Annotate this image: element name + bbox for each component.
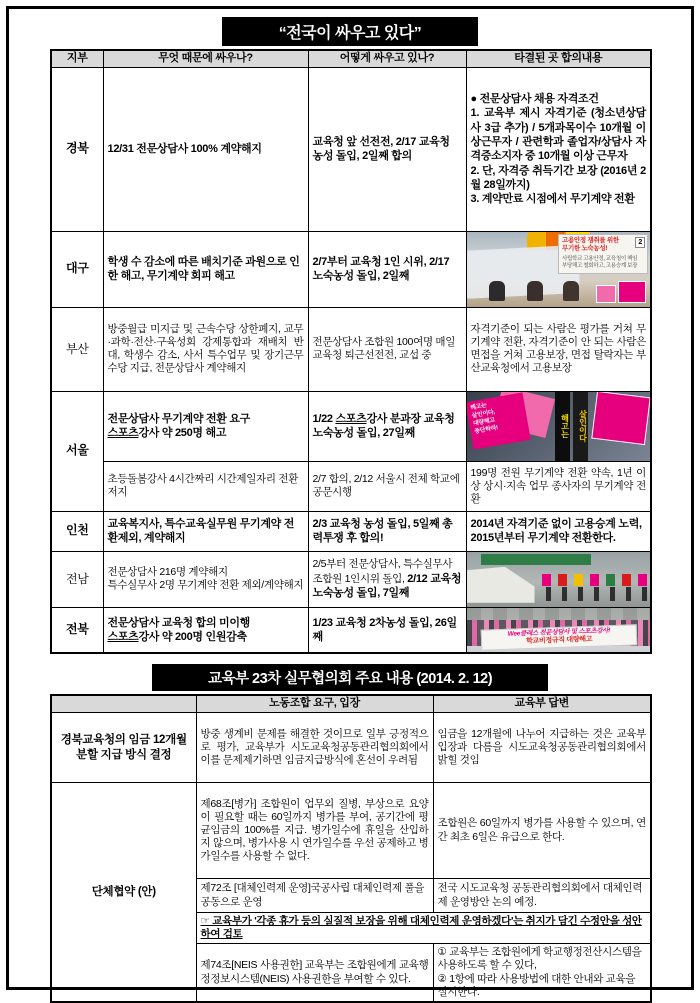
agreement-line: ● 전문상담사 채용 자격조건 [470, 93, 599, 106]
person-figure [562, 587, 567, 601]
how-normal: 2/5부터 전문상담사, 특수실무사 조합원 1인시위 돌입, [312, 558, 453, 585]
trees-backdrop [467, 608, 651, 620]
person-figure [610, 587, 615, 601]
table-row-daegu [51, 231, 651, 307]
black-vertical-banner: 살인이다 [573, 392, 588, 461]
person-figure [642, 587, 647, 601]
banner-text-line: Wee클래스 전문상담사 및 스포츠강사! [507, 627, 611, 639]
cell-moe-art74 [433, 944, 651, 1002]
underlined-word: 스포츠 [335, 412, 367, 425]
region-label-busan: 부산 [51, 307, 103, 391]
green-banner [481, 554, 591, 565]
pink-picket-sign [467, 392, 531, 449]
sign-text-line: 중단하라! [473, 425, 498, 436]
table-row-busan [51, 307, 651, 391]
cell-moe-art68: 조합원은 60일까지 병가를 사용할 수 있으며, 연간 최초 6일은 유급으로 한다. [433, 783, 651, 879]
cell-why-incheon: 교육복지사, 특수교육실무원 무기계약 전환제외, 계약해지 [103, 511, 308, 551]
col-header-how: 어떻게 싸우고 있나? [308, 50, 466, 67]
cell-agreement-busan: 자격기준이 되는 사람은 평가를 거쳐 무기계약 전환, 자격기준이 안 되는 사람은 면접을 거쳐 고용보장, 면접 탈락자는 부산교육청에서 고용보장 [466, 307, 651, 391]
moe-table-header-row [51, 695, 651, 712]
cell-union-wage: 방중 생계비 문제를 해결한 것이므로 일부 긍정적으로 평가, 교육부가 시도교육청공동관리협의회에서 이를 문제제기하면 임금지급방식에 혼선이 우려됨 [196, 713, 433, 783]
sign-text-line: 무기한 노숙농성! [562, 245, 608, 253]
protest-sign-daegu [558, 234, 648, 274]
table-row-seoul-1 [51, 391, 651, 461]
region-label-jeonbuk: 전북 [51, 607, 103, 653]
topic-wage-split: 경북교육청의 임금 12개월 분할 지급 방식 결정 [51, 713, 196, 783]
region-label-jeonnam: 전남 [51, 551, 103, 607]
sign-number-badge: 2 [635, 237, 645, 248]
page-title: “전국이 싸우고 있다” [222, 17, 478, 46]
table-row-jeonbuk [51, 607, 651, 653]
cell-union-art68: 제68조[병가] 조합원이 업무외 질병, 부상으로 요양이 필요할 때는 60일까지 병가를 부여, 공기간에 평균임금의 100%를 지급. 병가일수에 휴일을 산입하지 않으며, 병가사용 시 연가일수를 우선 공제하고 병가일수를 사용할 수 없다. [196, 783, 433, 879]
struggle-table [50, 49, 652, 654]
photo-jeonbuk-rally [467, 608, 651, 653]
person-figure [546, 587, 551, 601]
region-label-seoul: 서울 [51, 391, 103, 511]
cell-photo-jeonnam [466, 551, 651, 607]
why-line-rest: 강사 약 250명 해고 [138, 427, 227, 440]
region-label-gyeongbuk: 경북 [51, 67, 103, 231]
cell-how-incheon: 2/3 교육청 농성 돌입, 5일째 총력투쟁 후 합의! [308, 511, 466, 551]
col-header-region: 지부 [51, 50, 103, 67]
cell-review-note: ☞ 교육부가 '각종 휴가 등의 실질적 보장을 위해 대체인력제 운영하겠다'는 취지가 담긴 수정안을 성안하여 검토 [196, 913, 651, 944]
picket-sign [590, 574, 599, 586]
topic-collective-agreement: 단체협약 (안) [51, 783, 196, 1002]
pink-placard [618, 281, 646, 303]
banner-text-line: 학교비정규직 대량해고 [526, 636, 593, 646]
picket-sign [574, 574, 583, 586]
col-header-topic [51, 695, 196, 712]
picket-sign [558, 574, 567, 586]
cell-why-jeonbuk [103, 607, 308, 653]
why-line [108, 426, 304, 440]
photo-jeonnam-picket-line [467, 552, 651, 607]
row-article-68 [51, 783, 651, 879]
section-title-moe-meeting: 교육부 23차 실무협의회 주요 내용 (2014. 2. 12) [152, 664, 548, 691]
sign-subtext-line: 부당해고 철회하고, 고용승계 보장 [562, 263, 638, 270]
cell-union-art74: 제74조[NEIS 사용권한] 교육부는 조합원에게 교육행정정보시스템(NEIS) 사용권한을 부여할 수 있다. [196, 944, 433, 1002]
table-row-jeonnam [51, 551, 651, 607]
cell-how-jeonbuk: 1/23 교육청 2차농성 돌입, 26일째 [308, 607, 466, 653]
col-header-agreement: 타결된 곳 합의내용 [466, 50, 651, 67]
how-rest: 강사 분과장 교육청 노숙농성 돌입, 27일째 [312, 412, 455, 440]
rally-banner [481, 625, 638, 651]
sign-text-line: 해고는 [469, 402, 487, 412]
picket-sign [622, 574, 631, 586]
picket-sign [542, 574, 551, 586]
col-header-union-position: 노동조합 요구, 입장 [196, 695, 433, 712]
cell-how-gyeongbuk: 교육청 앞 선전전, 2/17 교육청 농성 돌입, 2일째 합의 [308, 67, 466, 231]
cell-why-jeonnam [103, 551, 308, 607]
photo-daegu-tent-sitin [467, 232, 651, 307]
cell-photo-seoul [466, 391, 651, 461]
region-label-incheon: 인천 [51, 511, 103, 551]
cell-why-daegu: 학생 수 감소에 따른 배치기준 과원으로 인한 해고, 무기계약 회피 해고 [103, 231, 308, 307]
table-row-seoul-2 [51, 461, 651, 511]
underlined-word: 스포츠 [107, 631, 139, 643]
cell-moe-wage: 임금을 12개월에 나누어 지급하는 것은 교육부 입장과 다름을 시도교육청공동관리협의회에서 밝힐 것임 [433, 713, 651, 783]
person-figure [489, 281, 505, 301]
how-bold: 2/12 교육청 노숙농성 돌입, 7일째 [312, 572, 462, 599]
cell-how-jeonnam [308, 551, 466, 607]
person-figure [594, 587, 599, 601]
picket-sign [638, 574, 647, 586]
person-figure [578, 587, 583, 601]
sign-subtext [562, 256, 644, 271]
struggle-table-header-row [51, 50, 651, 67]
cell-how-busan: 전문상담사 조합원 100여명 매일 교육청 퇴근선전전, 교섭 중 [308, 307, 466, 391]
cell-why-seoul-1 [103, 391, 308, 461]
tent-graphic [467, 567, 535, 603]
col-header-moe-answer: 교육부 답변 [433, 695, 651, 712]
people-row [546, 587, 647, 601]
why-line: 전문상담사 교육청 합의 미이행 [107, 616, 251, 629]
agreement-line: 3. 계약만료 시점에서 무기계약 전환 [470, 193, 635, 206]
agreement-line: 2. 단, 자격증 취득기간 보장 (2016년 2월 28일까지) [470, 164, 646, 191]
cell-why-gyeongbuk: 12/31 전문상담사 100% 계약해지 [103, 67, 308, 231]
agreement-line: 1. 교육부 제시 자격기준 (청소년상담사 3급 추가) / 5개과목이수 10개월 이상근무자 / 관련학과 졸업자/상담사 자격증소지자 중 10개월 이상 근무자 [470, 107, 646, 163]
photo-seoul-picket-signs [467, 392, 651, 461]
why-line-rest: 강사 약 200명 인원감축 [138, 631, 247, 643]
moe-meeting-table [50, 694, 652, 1003]
sign-text-line: 살인이다, [470, 409, 495, 420]
sign-subtext-line: 사립학교 고용안정, 교육청이 책임 [562, 255, 638, 262]
page-border-frame [6, 6, 694, 998]
cell-how-daegu: 2/7부터 교육청 1인 시위, 2/17 노숙농성 돌입, 2일째 [308, 231, 466, 307]
cell-agreement-gyeongbuk [466, 67, 651, 231]
row-wage-split [51, 713, 651, 783]
why-line: 특수실무사 2명 무기계약 전환 제외/계약해지 [107, 579, 304, 592]
region-label-daegu: 대구 [51, 231, 103, 307]
cell-why-busan: 방중월급 미지급 및 근속수당 상한폐지, 교무·과학·전산·구육성회 강제통합과 재배치 반대, 학생수 감소, 사서 특수업무 및 장기근무수당 지급, 전문상담사 계약해지 [103, 307, 308, 391]
cell-why-seoul-2: 초등돌봄강사 4시간짜리 시간제일자리 전환 저지 [103, 461, 308, 511]
sign-text-line: 대량해고 [472, 417, 495, 428]
cell-photo-daegu [466, 231, 651, 307]
table-row-gyeongbuk [51, 67, 651, 231]
person-figure [527, 281, 543, 301]
cell-how-seoul-1 [308, 391, 466, 461]
cell-moe-art72: 전국 시도교육청 공동관리협의회에서 대체인력제 운영방안 논의 예정. [433, 879, 651, 913]
page-content [50, 17, 650, 1003]
black-vertical-banner: 해고는 [555, 392, 570, 461]
picket-sign [606, 574, 615, 586]
col-header-why: 무엇 때문에 싸우나? [103, 50, 308, 67]
why-line: 전문상담사 무기계약 전환 요구 [107, 412, 251, 425]
picket-sign-row [542, 574, 647, 586]
cell-union-art72: 제72조 [대체인력제 운영]국공사립 대체인력제 풀을 공동으로 운영 [196, 879, 433, 913]
pink-placard [596, 285, 616, 303]
underlined-word: 스포츠 [107, 427, 139, 440]
moe-answer-line: ② 1항에 따라 사용방법에 대한 안내와 교육을 실시한다. [437, 972, 636, 998]
cell-agreement-incheon: 2014년 자격기준 없이 고용승계 노력, 2015년부터 무기계약 전환한다. [466, 511, 651, 551]
table-row-incheon [51, 511, 651, 551]
person-figure [563, 281, 579, 301]
why-line [108, 630, 304, 644]
sign-text-line: 고용안정 쟁취를 위한 [562, 236, 619, 244]
how-prefix: 1/22 [312, 412, 336, 425]
person-figure [626, 587, 631, 601]
cell-how-seoul-2: 2/7 합의, 2/12 서울시 전체 학교에 공문시행 [308, 461, 466, 511]
cell-agreement-seoul-2: 199명 전원 무기계약 전환 약속, 1년 이상 상시·지속 업무 종사자의 무기계약 전환 [466, 461, 651, 511]
pink-placard [591, 392, 650, 445]
cell-photo-jeonbuk [466, 607, 651, 653]
moe-answer-line: ① 교육부는 조합원에게 학교행정전산시스템을 사용하도록 할 수 있다, [437, 946, 642, 972]
why-line: 전문상담사 216명 계약해지 [107, 566, 228, 579]
